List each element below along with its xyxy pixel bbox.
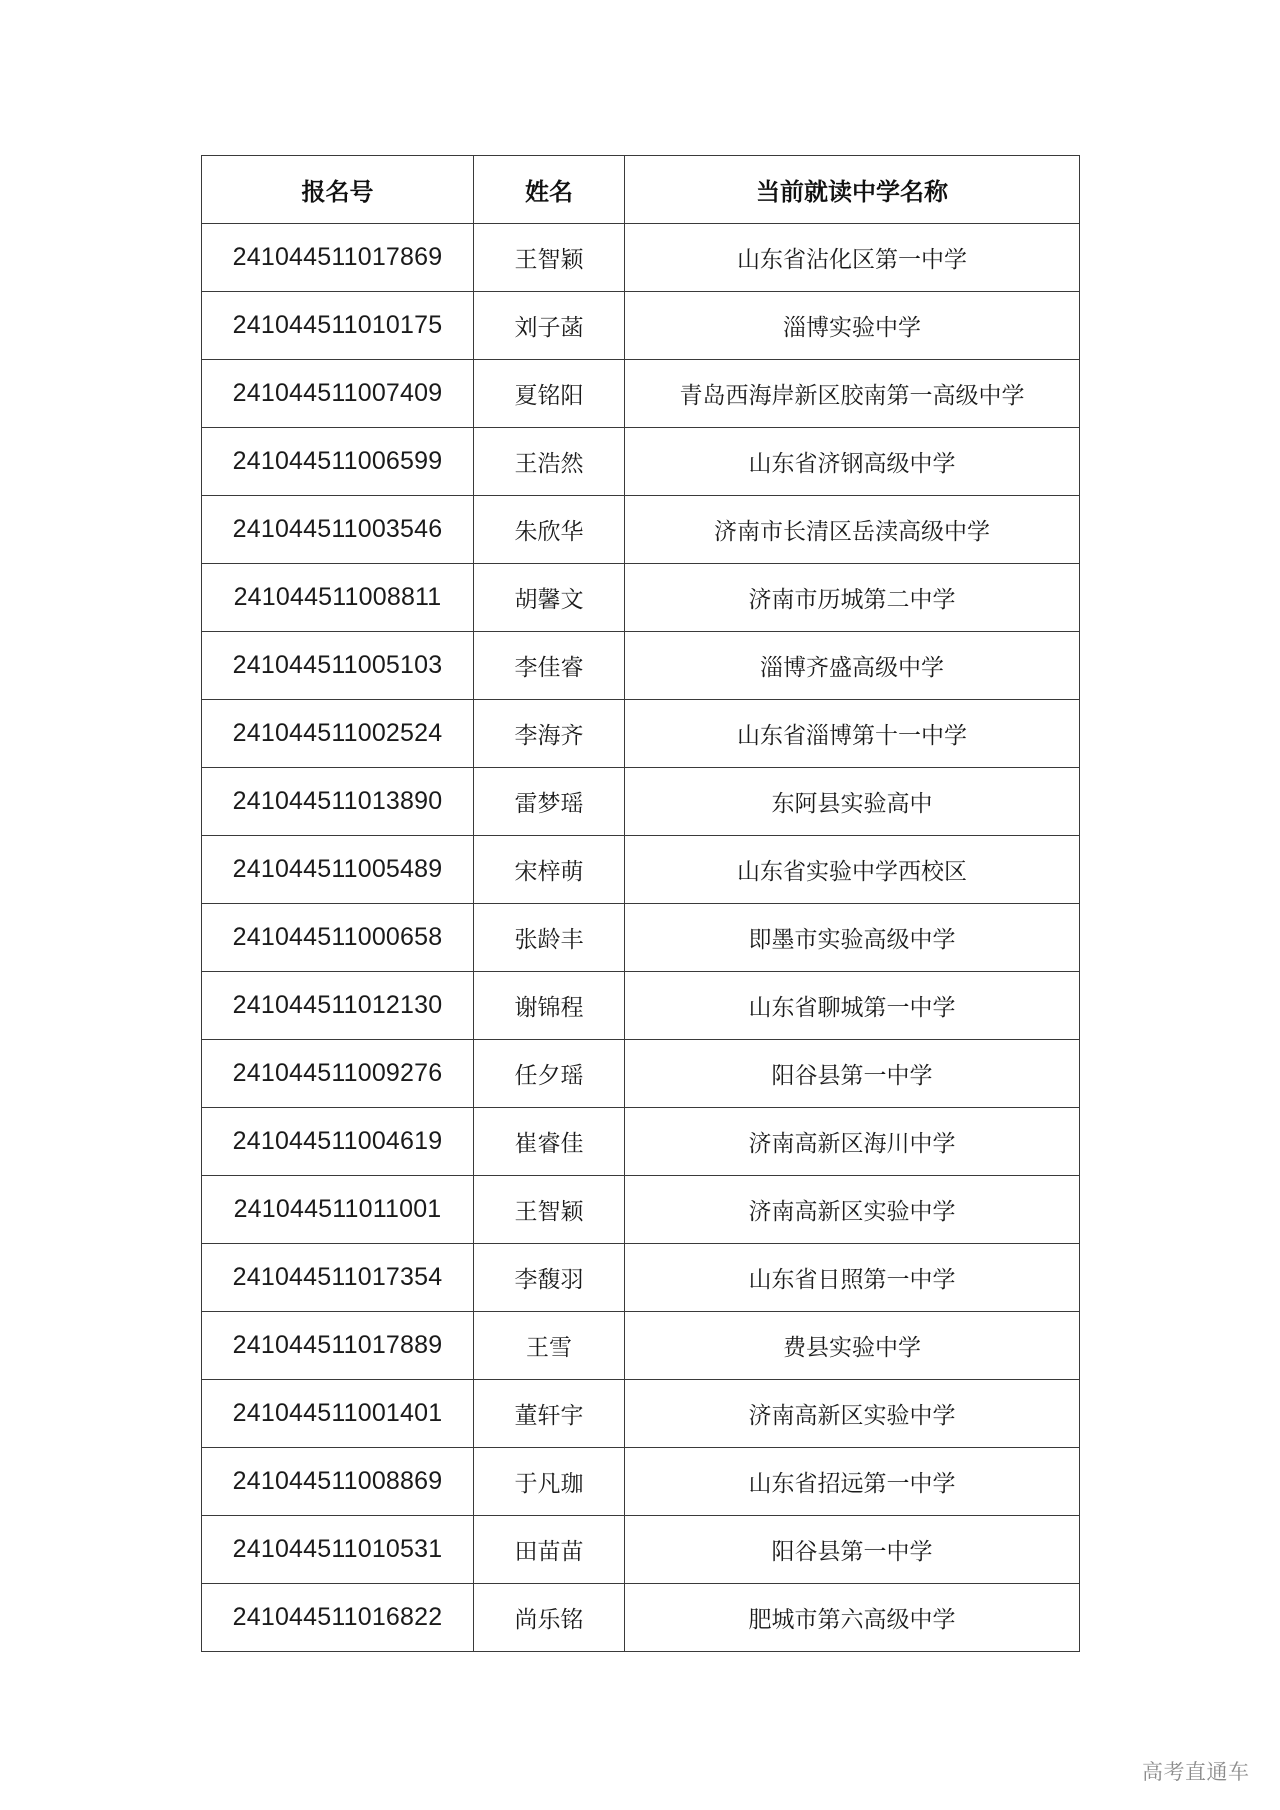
table-row xyxy=(202,292,1080,360)
name-cell: 胡馨文 xyxy=(474,564,625,632)
column-header-reg-no: 报名号 xyxy=(202,156,474,224)
name-cell: 于凡珈 xyxy=(474,1448,625,1516)
reg-no-cell: 241044511013890 xyxy=(202,768,474,836)
table-row xyxy=(202,1108,1080,1176)
table-row xyxy=(202,1448,1080,1516)
school-cell: 即墨市实验高级中学 xyxy=(625,904,1080,972)
table-row xyxy=(202,564,1080,632)
name-cell: 董轩宇 xyxy=(474,1380,625,1448)
column-header-name: 姓名 xyxy=(474,156,625,224)
name-cell: 李佳睿 xyxy=(474,632,625,700)
name-cell: 刘子菡 xyxy=(474,292,625,360)
name-cell: 宋梓萌 xyxy=(474,836,625,904)
name-cell: 李海齐 xyxy=(474,700,625,768)
reg-no-cell: 241044511008811 xyxy=(202,564,474,632)
table-row xyxy=(202,496,1080,564)
table-row xyxy=(202,904,1080,972)
school-cell: 淄博齐盛高级中学 xyxy=(625,632,1080,700)
table-row xyxy=(202,1244,1080,1312)
reg-no-cell: 241044511000658 xyxy=(202,904,474,972)
name-cell: 田苗苗 xyxy=(474,1516,625,1584)
table-row xyxy=(202,224,1080,292)
column-header-school: 当前就读中学名称 xyxy=(625,156,1080,224)
table-row xyxy=(202,1584,1080,1652)
school-cell: 山东省招远第一中学 xyxy=(625,1448,1080,1516)
school-cell: 山东省实验中学西校区 xyxy=(625,836,1080,904)
name-cell: 雷梦瑶 xyxy=(474,768,625,836)
school-cell: 费县实验中学 xyxy=(625,1312,1080,1380)
table-row xyxy=(202,360,1080,428)
name-cell: 王浩然 xyxy=(474,428,625,496)
table-row xyxy=(202,836,1080,904)
name-cell: 张龄丰 xyxy=(474,904,625,972)
reg-no-cell: 241044511012130 xyxy=(202,972,474,1040)
reg-no-cell: 241044511017354 xyxy=(202,1244,474,1312)
admission-list-table xyxy=(201,155,1080,1652)
reg-no-cell: 241044511002524 xyxy=(202,700,474,768)
name-cell: 王智颖 xyxy=(474,1176,625,1244)
table-row xyxy=(202,700,1080,768)
school-cell: 肥城市第六高级中学 xyxy=(625,1584,1080,1652)
table-row xyxy=(202,972,1080,1040)
table-header-row xyxy=(202,156,1080,224)
reg-no-cell: 241044511005103 xyxy=(202,632,474,700)
reg-no-cell: 241044511007409 xyxy=(202,360,474,428)
reg-no-cell: 241044511017869 xyxy=(202,224,474,292)
reg-no-cell: 241044511008869 xyxy=(202,1448,474,1516)
table-row xyxy=(202,1380,1080,1448)
name-cell: 李馥羽 xyxy=(474,1244,625,1312)
name-cell: 任夕瑶 xyxy=(474,1040,625,1108)
school-cell: 东阿县实验高中 xyxy=(625,768,1080,836)
reg-no-cell: 241044511010531 xyxy=(202,1516,474,1584)
school-cell: 济南高新区海川中学 xyxy=(625,1108,1080,1176)
school-cell: 山东省沾化区第一中学 xyxy=(625,224,1080,292)
name-cell: 谢锦程 xyxy=(474,972,625,1040)
name-cell: 王雪 xyxy=(474,1312,625,1380)
watermark: 高考直通车 xyxy=(1142,1760,1250,1784)
table-row xyxy=(202,632,1080,700)
table-row xyxy=(202,1516,1080,1584)
school-cell: 淄博实验中学 xyxy=(625,292,1080,360)
school-cell: 阳谷县第一中学 xyxy=(625,1040,1080,1108)
school-cell: 山东省日照第一中学 xyxy=(625,1244,1080,1312)
table-row xyxy=(202,428,1080,496)
table-row xyxy=(202,1176,1080,1244)
school-cell: 济南高新区实验中学 xyxy=(625,1176,1080,1244)
school-cell: 山东省聊城第一中学 xyxy=(625,972,1080,1040)
reg-no-cell: 241044511006599 xyxy=(202,428,474,496)
school-cell: 山东省济钢高级中学 xyxy=(625,428,1080,496)
reg-no-cell: 241044511016822 xyxy=(202,1584,474,1652)
reg-no-cell: 241044511010175 xyxy=(202,292,474,360)
name-cell: 夏铭阳 xyxy=(474,360,625,428)
school-cell: 山东省淄博第十一中学 xyxy=(625,700,1080,768)
name-cell: 朱欣华 xyxy=(474,496,625,564)
reg-no-cell: 241044511004619 xyxy=(202,1108,474,1176)
reg-no-cell: 241044511001401 xyxy=(202,1380,474,1448)
name-cell: 王智颖 xyxy=(474,224,625,292)
name-cell: 崔睿佳 xyxy=(474,1108,625,1176)
name-cell: 尚乐铭 xyxy=(474,1584,625,1652)
school-cell: 济南高新区实验中学 xyxy=(625,1380,1080,1448)
table-row xyxy=(202,768,1080,836)
reg-no-cell: 241044511005489 xyxy=(202,836,474,904)
reg-no-cell: 241044511003546 xyxy=(202,496,474,564)
school-cell: 青岛西海岸新区胶南第一高级中学 xyxy=(625,360,1080,428)
table-row xyxy=(202,1040,1080,1108)
table-row xyxy=(202,1312,1080,1380)
school-cell: 阳谷县第一中学 xyxy=(625,1516,1080,1584)
reg-no-cell: 241044511017889 xyxy=(202,1312,474,1380)
reg-no-cell: 241044511009276 xyxy=(202,1040,474,1108)
school-cell: 济南市长清区岳渎高级中学 xyxy=(625,496,1080,564)
reg-no-cell: 241044511011001 xyxy=(202,1176,474,1244)
school-cell: 济南市历城第二中学 xyxy=(625,564,1080,632)
